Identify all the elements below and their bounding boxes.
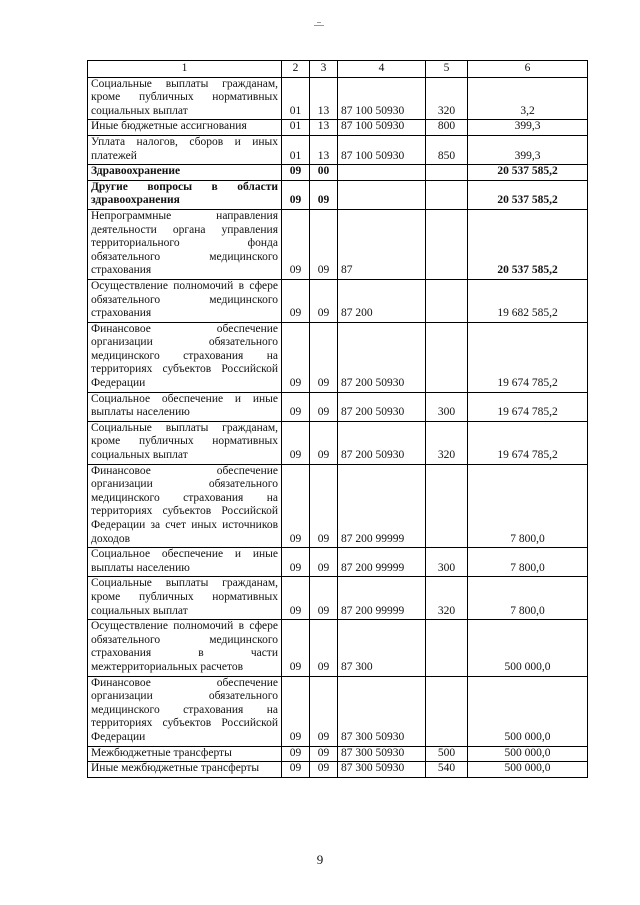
row-subsection-cell: 09 [310, 421, 338, 464]
row-target-article-cell: 87 200 99999 [338, 464, 426, 548]
row-subsection-cell: 13 [310, 120, 338, 136]
row-subsection-cell: 09 [310, 209, 338, 279]
row-expense-type-cell: 320 [426, 421, 468, 464]
row-amount-cell: 19 674 785,2 [468, 392, 588, 421]
row-expense-type-cell [426, 464, 468, 548]
row-subsection-cell: 09 [310, 392, 338, 421]
row-subsection-cell: 09 [310, 577, 338, 620]
row-expense-type-cell: 300 [426, 392, 468, 421]
row-amount-cell: 19 682 585,2 [468, 279, 588, 322]
row-expense-type-cell [426, 165, 468, 181]
row-section-cell: 09 [282, 676, 310, 746]
page-number: 9 [316, 852, 324, 867]
row-section-cell: 09 [282, 620, 310, 676]
table-row [88, 135, 588, 164]
table-row [88, 676, 588, 746]
table-row [88, 77, 588, 120]
header-col-6: 6 [468, 61, 588, 78]
row-subsection-cell: 00 [310, 165, 338, 181]
row-target-article-cell: 87 300 50930 [338, 746, 426, 762]
table-row [88, 548, 588, 577]
table-row [88, 620, 588, 676]
row-amount-cell: 7 800,0 [468, 548, 588, 577]
row-name-cell: Социальное обеспечение и иные выплаты населению [88, 392, 282, 421]
row-subsection-cell: 09 [310, 279, 338, 322]
table-row [88, 746, 588, 762]
row-section-cell: 09 [282, 577, 310, 620]
row-expense-type-cell [426, 180, 468, 209]
row-amount-cell: 20 537 585,2 [468, 209, 588, 279]
budget-table [87, 60, 588, 778]
row-amount-cell: 500 000,0 [468, 762, 588, 778]
row-subsection-cell: 09 [310, 180, 338, 209]
row-subsection-cell: 09 [310, 548, 338, 577]
row-target-article-cell: 87 [338, 209, 426, 279]
row-target-article-cell: 87 300 50930 [338, 676, 426, 746]
row-name-cell: Социальное обеспечение и иные выплаты населению [88, 548, 282, 577]
row-name-cell: Социальные выплаты гражданам, кроме публичных нормативных социальных выплат [88, 577, 282, 620]
header-col-5: 5 [426, 61, 468, 78]
row-expense-type-cell [426, 209, 468, 279]
row-name-cell: Социальные выплаты гражданам, кроме публичных нормативных социальных выплат [88, 77, 282, 120]
table-header-row [88, 61, 588, 78]
row-subsection-cell: 09 [310, 676, 338, 746]
row-target-article-cell: 87 200 50930 [338, 392, 426, 421]
row-expense-type-cell: 800 [426, 120, 468, 136]
row-expense-type-cell: 300 [426, 548, 468, 577]
table-row [88, 209, 588, 279]
row-expense-type-cell: 540 [426, 762, 468, 778]
row-section-cell: 09 [282, 548, 310, 577]
row-section-cell: 09 [282, 392, 310, 421]
row-section-cell: 09 [282, 464, 310, 548]
row-amount-cell: 20 537 585,2 [468, 180, 588, 209]
row-amount-cell: 7 800,0 [468, 464, 588, 548]
row-name-cell: Непрограммные направления деятельности органа управления территориального фонда обязательного медицинского страхования [88, 209, 282, 279]
row-target-article-cell: 87 100 50930 [338, 135, 426, 164]
row-section-cell: 09 [282, 165, 310, 181]
row-subsection-cell: 09 [310, 620, 338, 676]
row-target-article-cell: 87 200 99999 [338, 577, 426, 620]
row-subsection-cell: 09 [310, 746, 338, 762]
row-expense-type-cell: 500 [426, 746, 468, 762]
row-subsection-cell: 09 [310, 762, 338, 778]
row-amount-cell: 500 000,0 [468, 746, 588, 762]
row-target-article-cell: 87 200 99999 [338, 548, 426, 577]
row-name-cell: Финансовое обеспечение организации обязательного медицинского страхования на территориях субъектов Российской Федерации [88, 322, 282, 392]
header-col-4: 4 [338, 61, 426, 78]
row-section-cell: 01 [282, 120, 310, 136]
row-expense-type-cell: 320 [426, 77, 468, 120]
table-row [88, 120, 588, 136]
row-target-article-cell [338, 165, 426, 181]
table-row [88, 464, 588, 548]
row-target-article-cell: 87 200 50930 [338, 322, 426, 392]
row-name-cell: Осуществление полномочий в сфере обязательного медицинского страхования [88, 279, 282, 322]
row-expense-type-cell [426, 322, 468, 392]
row-section-cell: 09 [282, 762, 310, 778]
row-section-cell: 09 [282, 746, 310, 762]
row-name-cell: Осуществление полномочий в сфере обязательного медицинского страхования в части межтерриториальных расчетов [88, 620, 282, 676]
row-subsection-cell: 09 [310, 322, 338, 392]
row-amount-cell: 20 537 585,2 [468, 165, 588, 181]
row-amount-cell: 3,2 [468, 77, 588, 120]
row-name-cell: Иные бюджетные ассигнования [88, 120, 282, 136]
row-expense-type-cell: 320 [426, 577, 468, 620]
table-row [88, 322, 588, 392]
row-expense-type-cell: 850 [426, 135, 468, 164]
row-name-cell: Иные межбюджетные трансферты [88, 762, 282, 778]
row-amount-cell: 500 000,0 [468, 620, 588, 676]
row-section-cell: 01 [282, 77, 310, 120]
row-section-cell: 09 [282, 322, 310, 392]
row-target-article-cell: 87 100 50930 [338, 120, 426, 136]
row-name-cell: Социальные выплаты гражданам, кроме публичных нормативных социальных выплат [88, 421, 282, 464]
row-subsection-cell: 13 [310, 135, 338, 164]
row-name-cell: Другие вопросы в области здравоохранения [88, 180, 282, 209]
row-section-cell: 09 [282, 209, 310, 279]
table-row [88, 392, 588, 421]
row-name-cell: Уплата налогов, сборов и иных платежей [88, 135, 282, 164]
scan-mark [314, 22, 324, 28]
row-amount-cell: 19 674 785,2 [468, 322, 588, 392]
table-row [88, 279, 588, 322]
row-expense-type-cell [426, 620, 468, 676]
row-name-cell: Здравоохранение [88, 165, 282, 181]
table-row [88, 421, 588, 464]
row-section-cell: 09 [282, 421, 310, 464]
header-col-2: 2 [282, 61, 310, 78]
header-col-1: 1 [88, 61, 282, 78]
row-target-article-cell: 87 200 [338, 279, 426, 322]
row-target-article-cell: 87 300 [338, 620, 426, 676]
row-expense-type-cell [426, 676, 468, 746]
row-amount-cell: 19 674 785,2 [468, 421, 588, 464]
row-target-article-cell: 87 300 50930 [338, 762, 426, 778]
row-section-cell: 01 [282, 135, 310, 164]
row-section-cell: 09 [282, 180, 310, 209]
row-subsection-cell: 13 [310, 77, 338, 120]
row-name-cell: Межбюджетные трансферты [88, 746, 282, 762]
header-col-3: 3 [310, 61, 338, 78]
row-name-cell: Финансовое обеспечение организации обязательного медицинского страхования на территориях субъектов Российской Федерации [88, 676, 282, 746]
row-target-article-cell [338, 180, 426, 209]
table-row [88, 577, 588, 620]
row-section-cell: 09 [282, 279, 310, 322]
row-target-article-cell: 87 100 50930 [338, 77, 426, 120]
table-row [88, 762, 588, 778]
row-amount-cell: 500 000,0 [468, 676, 588, 746]
row-expense-type-cell [426, 279, 468, 322]
row-target-article-cell: 87 200 50930 [338, 421, 426, 464]
row-amount-cell: 399,3 [468, 135, 588, 164]
row-subsection-cell: 09 [310, 464, 338, 548]
row-name-cell: Финансовое обеспечение организации обязательного медицинского страхования на территориях субъектов Российской Федерации за счет иных источников доходов [88, 464, 282, 548]
table-row [88, 165, 588, 181]
row-amount-cell: 7 800,0 [468, 577, 588, 620]
row-amount-cell: 399,3 [468, 120, 588, 136]
table-row [88, 180, 588, 209]
